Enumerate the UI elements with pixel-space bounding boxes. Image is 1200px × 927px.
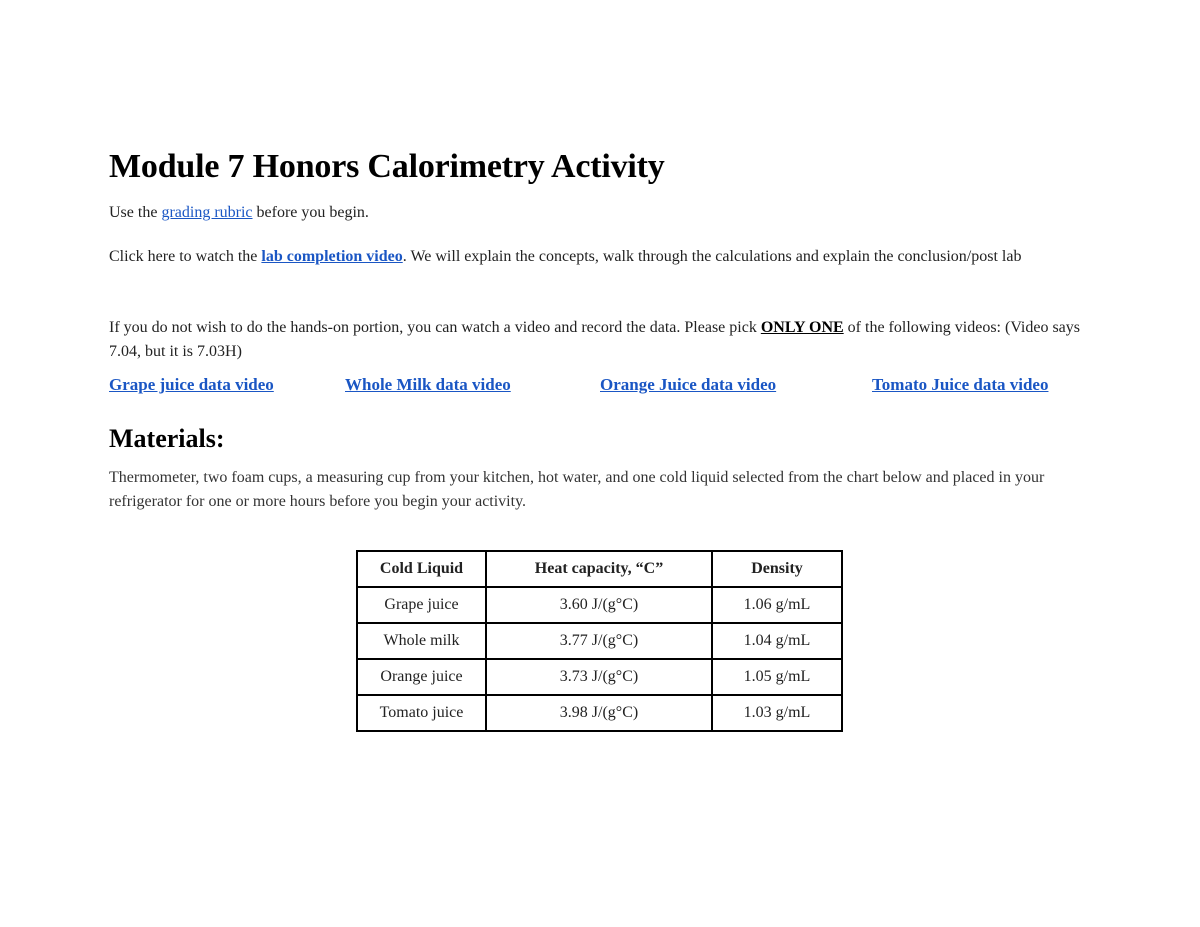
density-cell: 1.06 g/mL: [712, 587, 842, 623]
lab-video-text-after: . We will explain the concepts, walk through the calculations and explain the conclusion/post lab: [402, 248, 1022, 265]
choice-text-before: If you do not wish to do the hands-on portion, you can watch a video and record the data. Please pick: [109, 319, 761, 336]
orange-juice-video-link[interactable]: Orange Juice data video: [600, 375, 777, 394]
liquid-cell: Grape juice: [357, 587, 486, 623]
rubric-text-before: Use the: [109, 204, 162, 221]
heat-capacity-cell: 3.98 J/(g°C): [486, 695, 712, 731]
whole-milk-video-link[interactable]: Whole Milk data video: [345, 375, 511, 394]
grape-juice-video-link[interactable]: Grape juice data video: [109, 375, 274, 394]
materials-text: Thermometer, two foam cups, a measuring cup from your kitchen, hot water, and one cold liquid selected from the chart below and placed in your refrigerator for one or more hours before you begin your activity.: [109, 469, 1045, 510]
table-header-row: [357, 551, 842, 587]
table-row: [357, 659, 842, 695]
lab-video-paragraph: [109, 245, 1039, 269]
heat-capacity-cell: 3.73 J/(g°C): [486, 659, 712, 695]
liquid-cell: Orange juice: [357, 659, 486, 695]
only-one-emphasis: ONLY ONE: [760, 319, 844, 336]
column-header-cold-liquid: Cold Liquid: [357, 551, 486, 587]
lab-completion-video-link[interactable]: lab completion video: [261, 248, 403, 265]
cold-liquid-table: [356, 550, 843, 732]
materials-heading: Materials:: [109, 424, 225, 453]
liquid-cell: Whole milk: [357, 623, 486, 659]
heat-capacity-cell: 3.77 J/(g°C): [486, 623, 712, 659]
data-video-links: [109, 375, 1099, 399]
column-header-density: Density: [712, 551, 842, 587]
page-title: Module 7 Honors Calorimetry Activity: [109, 148, 665, 185]
rubric-paragraph: [109, 201, 1099, 225]
tomato-juice-video-link[interactable]: Tomato Juice data video: [872, 375, 1049, 394]
table-row: [357, 623, 842, 659]
density-cell: 1.05 g/mL: [712, 659, 842, 695]
density-cell: 1.03 g/mL: [712, 695, 842, 731]
liquid-cell: Tomato juice: [357, 695, 486, 731]
rubric-text-after: before you begin.: [252, 204, 369, 221]
heat-capacity-cell: 3.60 J/(g°C): [486, 587, 712, 623]
density-cell: 1.04 g/mL: [712, 623, 842, 659]
column-header-heat-capacity: Heat capacity, “C”: [486, 551, 712, 587]
video-choice-paragraph: [109, 316, 1099, 364]
grading-rubric-link[interactable]: grading rubric: [161, 204, 253, 221]
table-row: [357, 587, 842, 623]
lab-video-text-before: Click here to watch the: [109, 248, 262, 265]
choice-text-after: of the following videos: (Video says 7.04, but it is 7.03H): [109, 319, 1081, 360]
table-row: [357, 695, 842, 731]
